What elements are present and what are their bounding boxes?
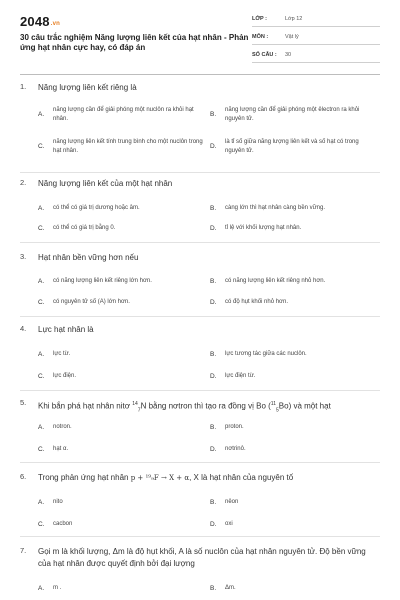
option-letter: D. <box>210 446 217 453</box>
option-letter: A. <box>38 424 45 431</box>
meta-row-class <box>252 12 380 27</box>
question-number: 3. <box>20 252 27 261</box>
meta-row-count <box>252 48 380 63</box>
option-text: có thể có giá trị dương hoặc âm. <box>53 205 140 211</box>
option-letter: B. <box>210 424 217 431</box>
option-letter: D. <box>210 521 217 528</box>
option-letter: D. <box>210 373 217 380</box>
element-symbol: N <box>140 401 147 411</box>
question-number: 2. <box>20 178 27 187</box>
option-text: nito <box>53 499 63 505</box>
question-text: Năng lượng liên kết riêng là <box>38 83 137 92</box>
mass-number: 11 <box>270 401 276 407</box>
option-text: là tỉ số giữa năng lượng liên kết và số hạt có trong nguyên tử. <box>225 139 359 154</box>
question-text-part: Khi bắn phá hạt nhân nitơ <box>38 401 133 411</box>
option-letter: D. <box>210 225 217 232</box>
option-letter: A. <box>38 111 45 118</box>
option-text: năng lượng cần để giải phóng một êlectron ra khỏi nguyên tử. <box>225 107 360 122</box>
option-text: có thể có giá trị bằng 0. <box>53 225 116 231</box>
question-3 <box>20 252 380 312</box>
option-letter: A. <box>38 351 45 358</box>
option-text: nêon <box>225 499 239 505</box>
logo-text: 2048 <box>20 14 50 29</box>
option-letter: B. <box>210 111 217 118</box>
option-letter: C. <box>38 521 45 528</box>
meta-value: Vật lý <box>285 34 299 40</box>
question-text: Năng lượng liên kết của một hạt nhân <box>38 179 173 188</box>
question-6 <box>20 472 380 534</box>
question-divider <box>20 242 380 243</box>
header-divider <box>20 74 380 75</box>
question-divider <box>20 316 380 317</box>
question-text: Lực hạt nhân là <box>38 325 94 334</box>
option-letter: D. <box>210 299 217 306</box>
meta-value: Lớp 12 <box>285 16 303 22</box>
question-text: Gọi m là khối lượng, Δm là độ hụt khối, A là số nuclôn của hạt nhân nguyên tử. Độ bền vững của hạt nhân được quyết định bởi đại lượng <box>38 547 366 568</box>
option-letter: A. <box>38 205 45 212</box>
site-logo[interactable] <box>20 14 60 29</box>
meta-key: SỐ CÂU : <box>252 52 277 58</box>
meta-row-subject <box>252 30 380 45</box>
option-text: lực từ. <box>53 351 71 357</box>
option-letter: A. <box>38 499 45 506</box>
option-letter: B. <box>210 278 217 285</box>
question-divider <box>20 390 380 391</box>
option-letter: A. <box>38 278 45 285</box>
option-text: m . <box>53 585 62 591</box>
option-text: lực điện. <box>53 373 77 379</box>
option-text: tỉ lệ với khối lượng hạt nhân. <box>225 225 302 231</box>
element-symbol: Bo <box>278 401 289 411</box>
mass-number: 14 <box>132 401 138 407</box>
option-text: lực điện từ. <box>225 373 256 379</box>
option-text: có năng lượng liên kết riêng nhỏ hơn. <box>225 278 326 284</box>
option-letter: B. <box>210 351 217 358</box>
question-2 <box>20 178 380 238</box>
option-text: có độ hụt khối nhỏ hơn. <box>225 299 288 305</box>
atomic-number: 7 <box>137 407 141 414</box>
option-letter: C. <box>38 373 45 380</box>
option-text: có năng lượng liên kết riêng lớn hơn. <box>53 278 152 284</box>
option-text: năng lượng cần để giải phóng một nuclôn ra khỏi hạt nhân. <box>53 107 194 122</box>
option-text: lực tương tác giữa các nuclôn. <box>225 351 307 357</box>
question-number: 1. <box>20 82 27 91</box>
option-text: oxi <box>225 521 233 527</box>
option-letter: B. <box>210 585 217 592</box>
atomic-number: 5 <box>275 407 279 414</box>
document-header <box>0 0 400 70</box>
question-1 <box>20 82 380 164</box>
question-number: 4. <box>20 324 27 333</box>
question-divider <box>20 536 380 537</box>
option-letter: C. <box>38 225 45 232</box>
question-number: 7. <box>20 546 27 555</box>
question-7 <box>20 546 380 600</box>
option-text: proton. <box>225 424 244 430</box>
option-text: càng lớn thì hạt nhân càng bền vững. <box>225 205 326 211</box>
option-letter: C. <box>38 299 45 306</box>
option-text: Δm. <box>225 585 236 591</box>
question-4 <box>20 324 380 384</box>
question-5 <box>20 398 380 460</box>
question-number: 6. <box>20 472 27 481</box>
option-text: notron. <box>53 424 72 430</box>
option-letter: C. <box>38 143 45 150</box>
question-text <box>38 398 378 416</box>
question-text-part: , X là hạt nhân của nguyên tố <box>189 473 294 482</box>
option-letter: D. <box>210 143 217 150</box>
meta-value: 30 <box>285 52 292 58</box>
option-text: năng lượng liên kết tính trung bình cho một nuclôn trong hạt nhân. <box>53 139 203 154</box>
option-letter: A. <box>38 585 45 592</box>
question-text: Hạt nhân bền vững hơn nếu <box>38 253 139 262</box>
question-divider <box>20 462 380 463</box>
option-letter: C. <box>38 446 45 453</box>
meta-key: MÔN : <box>252 34 269 40</box>
logo-suffix: .vn <box>50 21 61 27</box>
question-number: 5. <box>20 398 27 407</box>
option-text: có nguyên tử số (A) lớn hơn. <box>53 299 130 305</box>
reaction-formula: p + ¹⁹₉F → X + α <box>130 474 190 482</box>
option-text: cacbon <box>53 521 73 527</box>
question-text-part: ) và một hạt <box>288 401 331 411</box>
option-letter: B. <box>210 205 217 212</box>
option-text: hạt α. <box>53 446 69 452</box>
document-title: 30 câu trắc nghiệm Năng lượng liên kết của hạt nhân - Phản ứng hạt nhân cực hay, có đáp án <box>20 33 249 52</box>
question-text-part: bằng nơtron thì tạo ra đồng vị Bo ( <box>146 401 271 411</box>
document-meta <box>252 12 380 66</box>
question-text-part: Trong phản ứng hạt nhân <box>38 473 131 482</box>
option-letter: B. <box>210 499 217 506</box>
question-text <box>38 472 378 484</box>
option-text: nơtrinô. <box>225 446 246 452</box>
question-divider <box>20 172 380 173</box>
meta-key: LỚP : <box>252 16 267 22</box>
